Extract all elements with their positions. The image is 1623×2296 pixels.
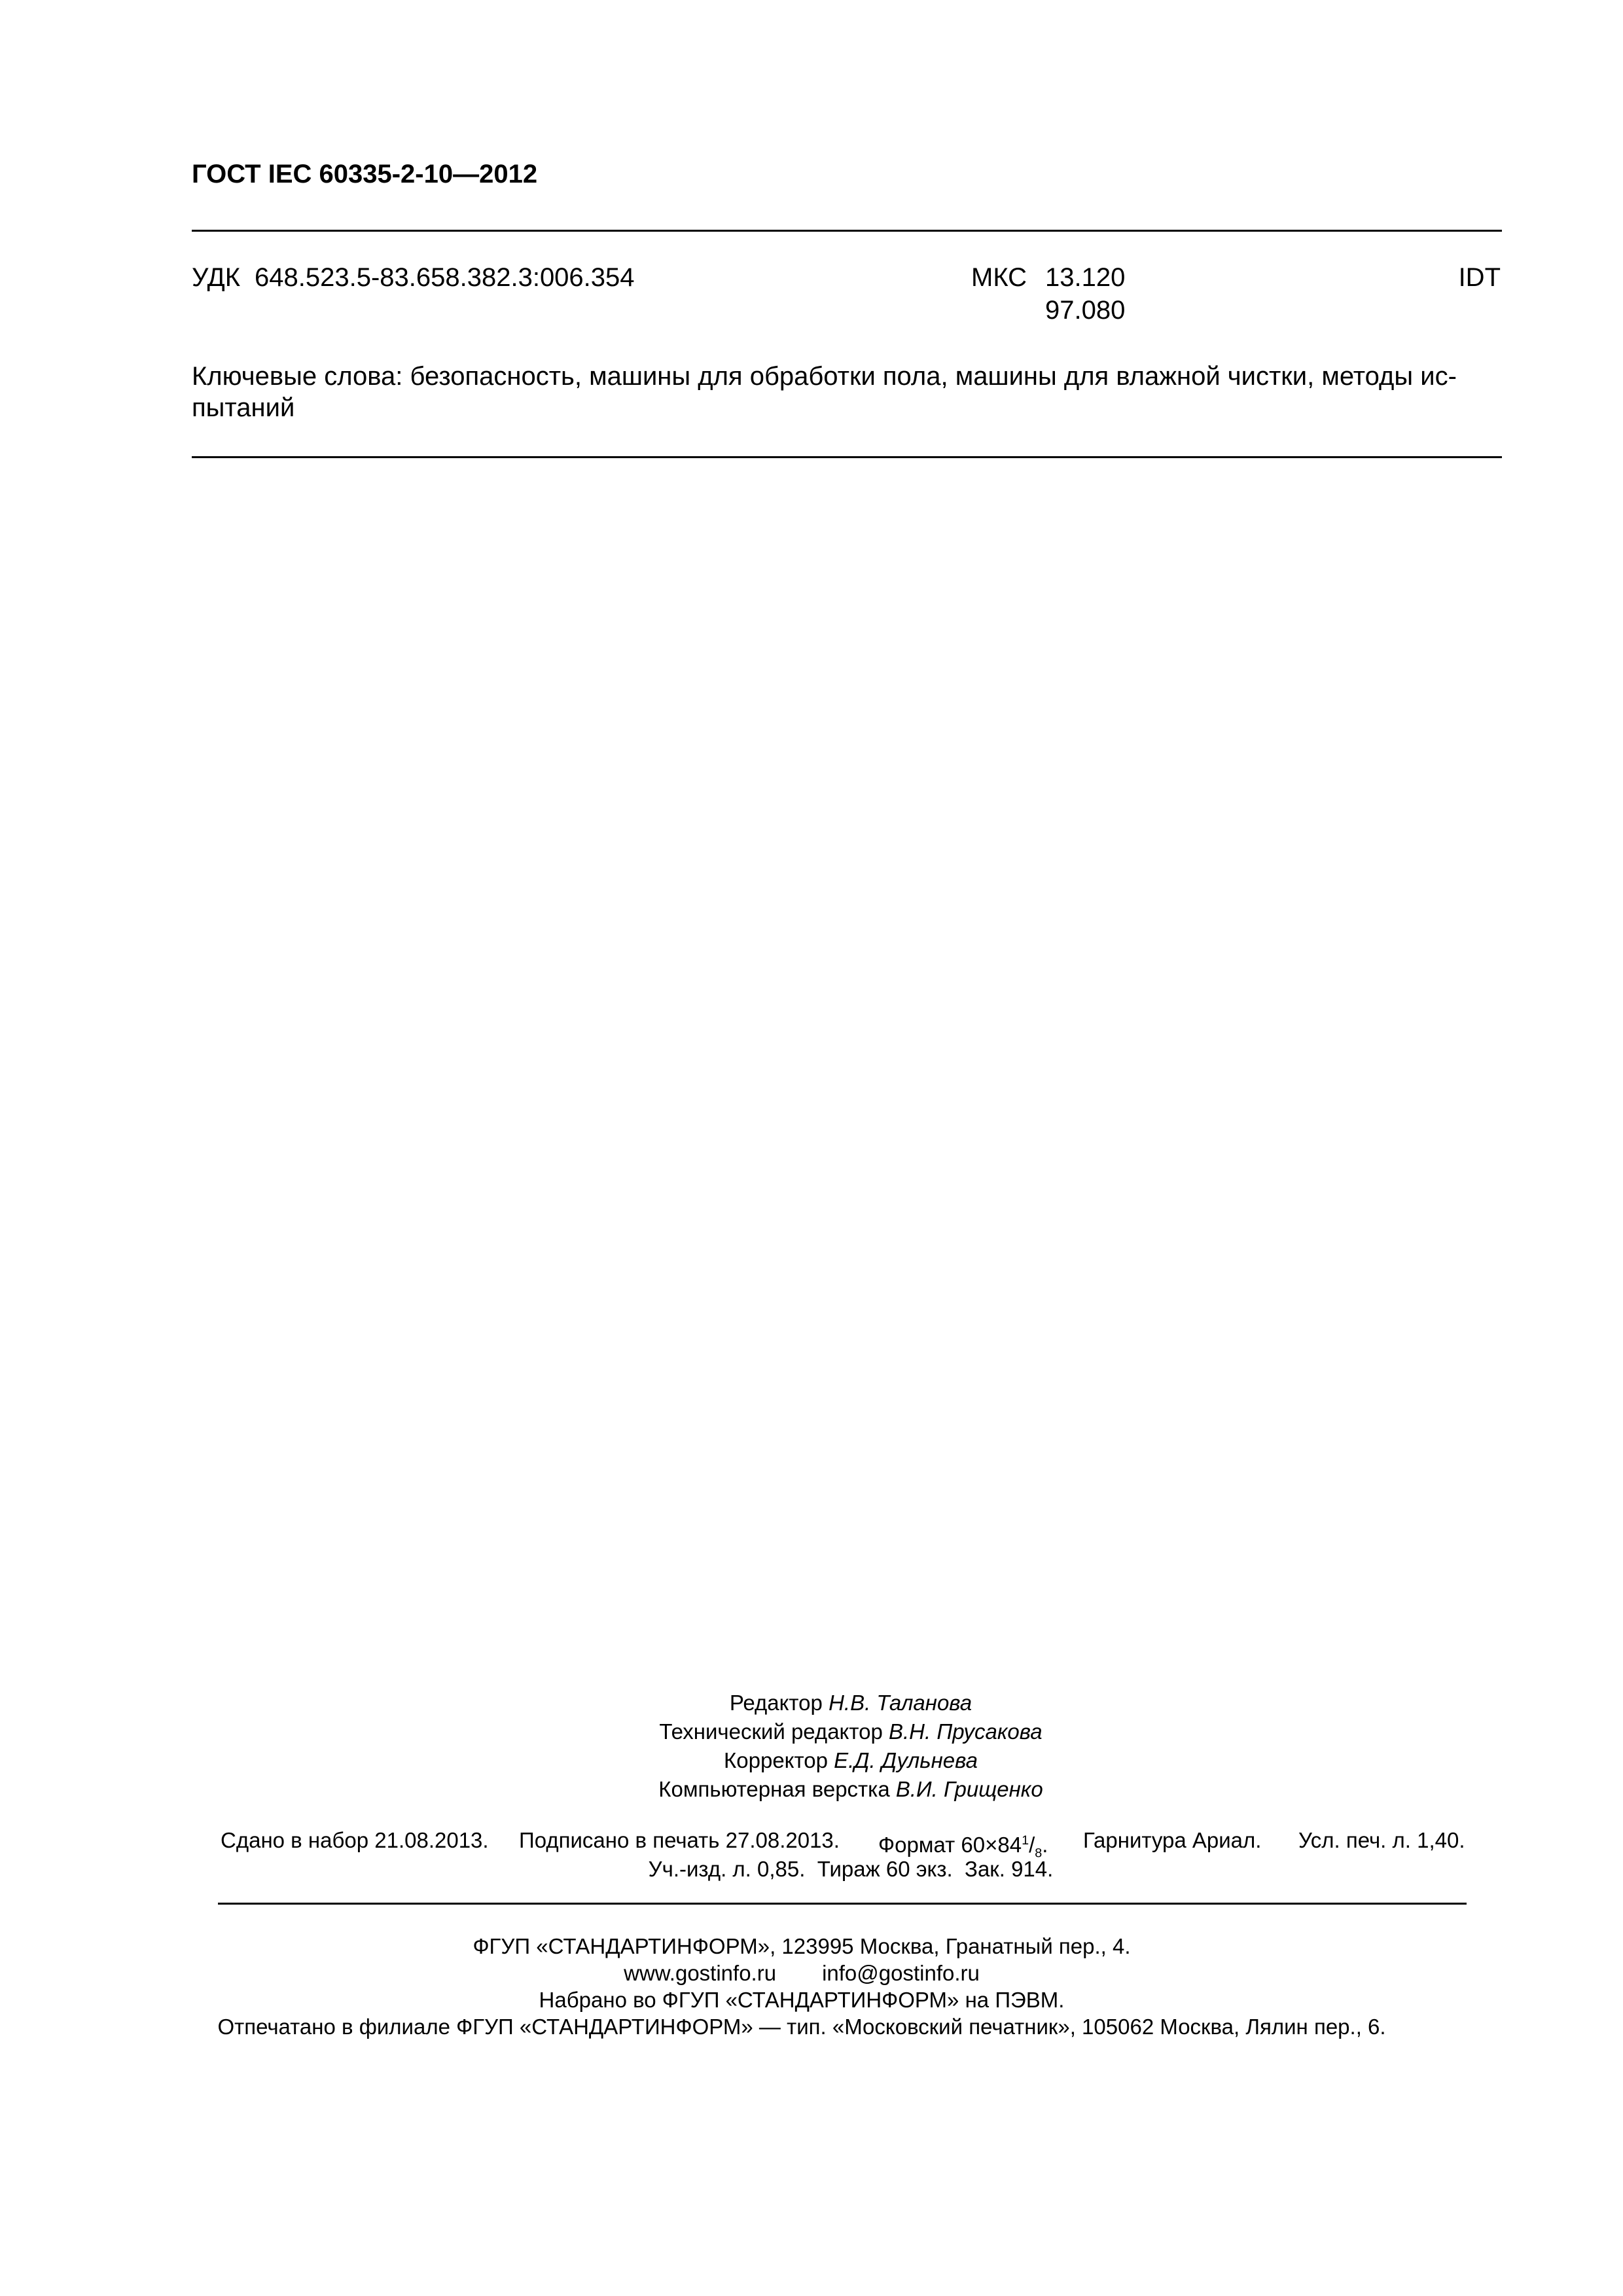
credit-name: Е.Д. Дульнева bbox=[834, 1748, 978, 1772]
pub-format-end: . bbox=[1042, 1833, 1048, 1857]
credit-role: Технический редактор bbox=[659, 1719, 883, 1744]
top-divider bbox=[192, 230, 1502, 232]
mks-value-2: 97.080 bbox=[1045, 296, 1126, 325]
footer-publisher: ФГУП «СТАНДАРТИНФОРМ», 123995 Москва, Гранатный пер., 4. bbox=[473, 1934, 1131, 1958]
mks-label: МКС bbox=[971, 263, 1027, 292]
pub-publisher-sheets: Уч.-изд. л. 0,85. bbox=[648, 1857, 806, 1881]
pub-format-sub: 8 bbox=[1035, 1846, 1043, 1861]
pub-format-label: Формат 60×84 bbox=[878, 1833, 1022, 1857]
footer-printed: Отпечатано в филиале ФГУП «СТАНДАРТИНФОРМ» — тип. «Московский печатник», 105062 Москва, Лялин пер., 6. bbox=[217, 2015, 1386, 2039]
pub-print-sheets: Усл. печ. л. 1,40. bbox=[1298, 1828, 1465, 1852]
mks-value-1: 13.120 bbox=[1045, 263, 1126, 292]
credit-editor bbox=[393, 1689, 1309, 1717]
pub-format-sup: 1 bbox=[1022, 1833, 1029, 1848]
credits-block bbox=[393, 1689, 1309, 1804]
standard-code: ГОСТ IEC 60335-2-10—2012 bbox=[192, 160, 538, 188]
credit-role: Редактор bbox=[729, 1691, 823, 1715]
publication-divider bbox=[218, 1903, 1467, 1905]
keywords bbox=[192, 361, 1502, 423]
keywords-divider bbox=[192, 456, 1502, 458]
correspondence-code: IDT bbox=[1458, 263, 1501, 292]
imprint-footer bbox=[196, 1933, 1407, 2040]
credit-name: В.И. Грищенко bbox=[895, 1777, 1043, 1801]
credit-layout bbox=[393, 1775, 1309, 1804]
credit-role: Компьютерная верстка bbox=[658, 1777, 890, 1801]
pub-signed: Подписано в печать 27.08.2013. bbox=[519, 1828, 840, 1852]
pub-order: Зак. 914. bbox=[965, 1857, 1054, 1881]
pub-print-run: Тираж 60 экз. bbox=[817, 1857, 953, 1881]
credit-proofreader bbox=[393, 1746, 1309, 1775]
credit-tech-editor bbox=[393, 1717, 1309, 1746]
udk-value: 648.523.5-83.658.382.3:006.354 bbox=[255, 263, 635, 292]
keywords-line-1: Ключевые слова: безопасность, машины для обработки пола, машины для влажной чистки, методы ис- bbox=[192, 362, 1457, 391]
credit-role: Корректор bbox=[724, 1748, 828, 1772]
footer-website: www.gostinfo.ru bbox=[624, 1961, 777, 1985]
udk-label: УДК bbox=[192, 263, 241, 292]
credit-name: Н.В. Таланова bbox=[829, 1691, 972, 1715]
pub-format-slash: / bbox=[1029, 1833, 1035, 1857]
footer-typeset: Набрано во ФГУП «СТАНДАРТИНФОРМ» на ПЭВМ. bbox=[539, 1988, 1065, 2012]
credit-name: В.Н. Прусакова bbox=[888, 1719, 1043, 1744]
footer-contacts bbox=[196, 1960, 1407, 1986]
pub-submitted: Сдано в набор 21.08.2013. bbox=[221, 1828, 489, 1852]
pub-typeface: Гарнитура Ариал. bbox=[1083, 1828, 1262, 1852]
pub-second-line bbox=[589, 1855, 1113, 1884]
footer-email: info@gostinfo.ru bbox=[822, 1961, 980, 1985]
keywords-line-2: пытаний bbox=[192, 393, 295, 422]
